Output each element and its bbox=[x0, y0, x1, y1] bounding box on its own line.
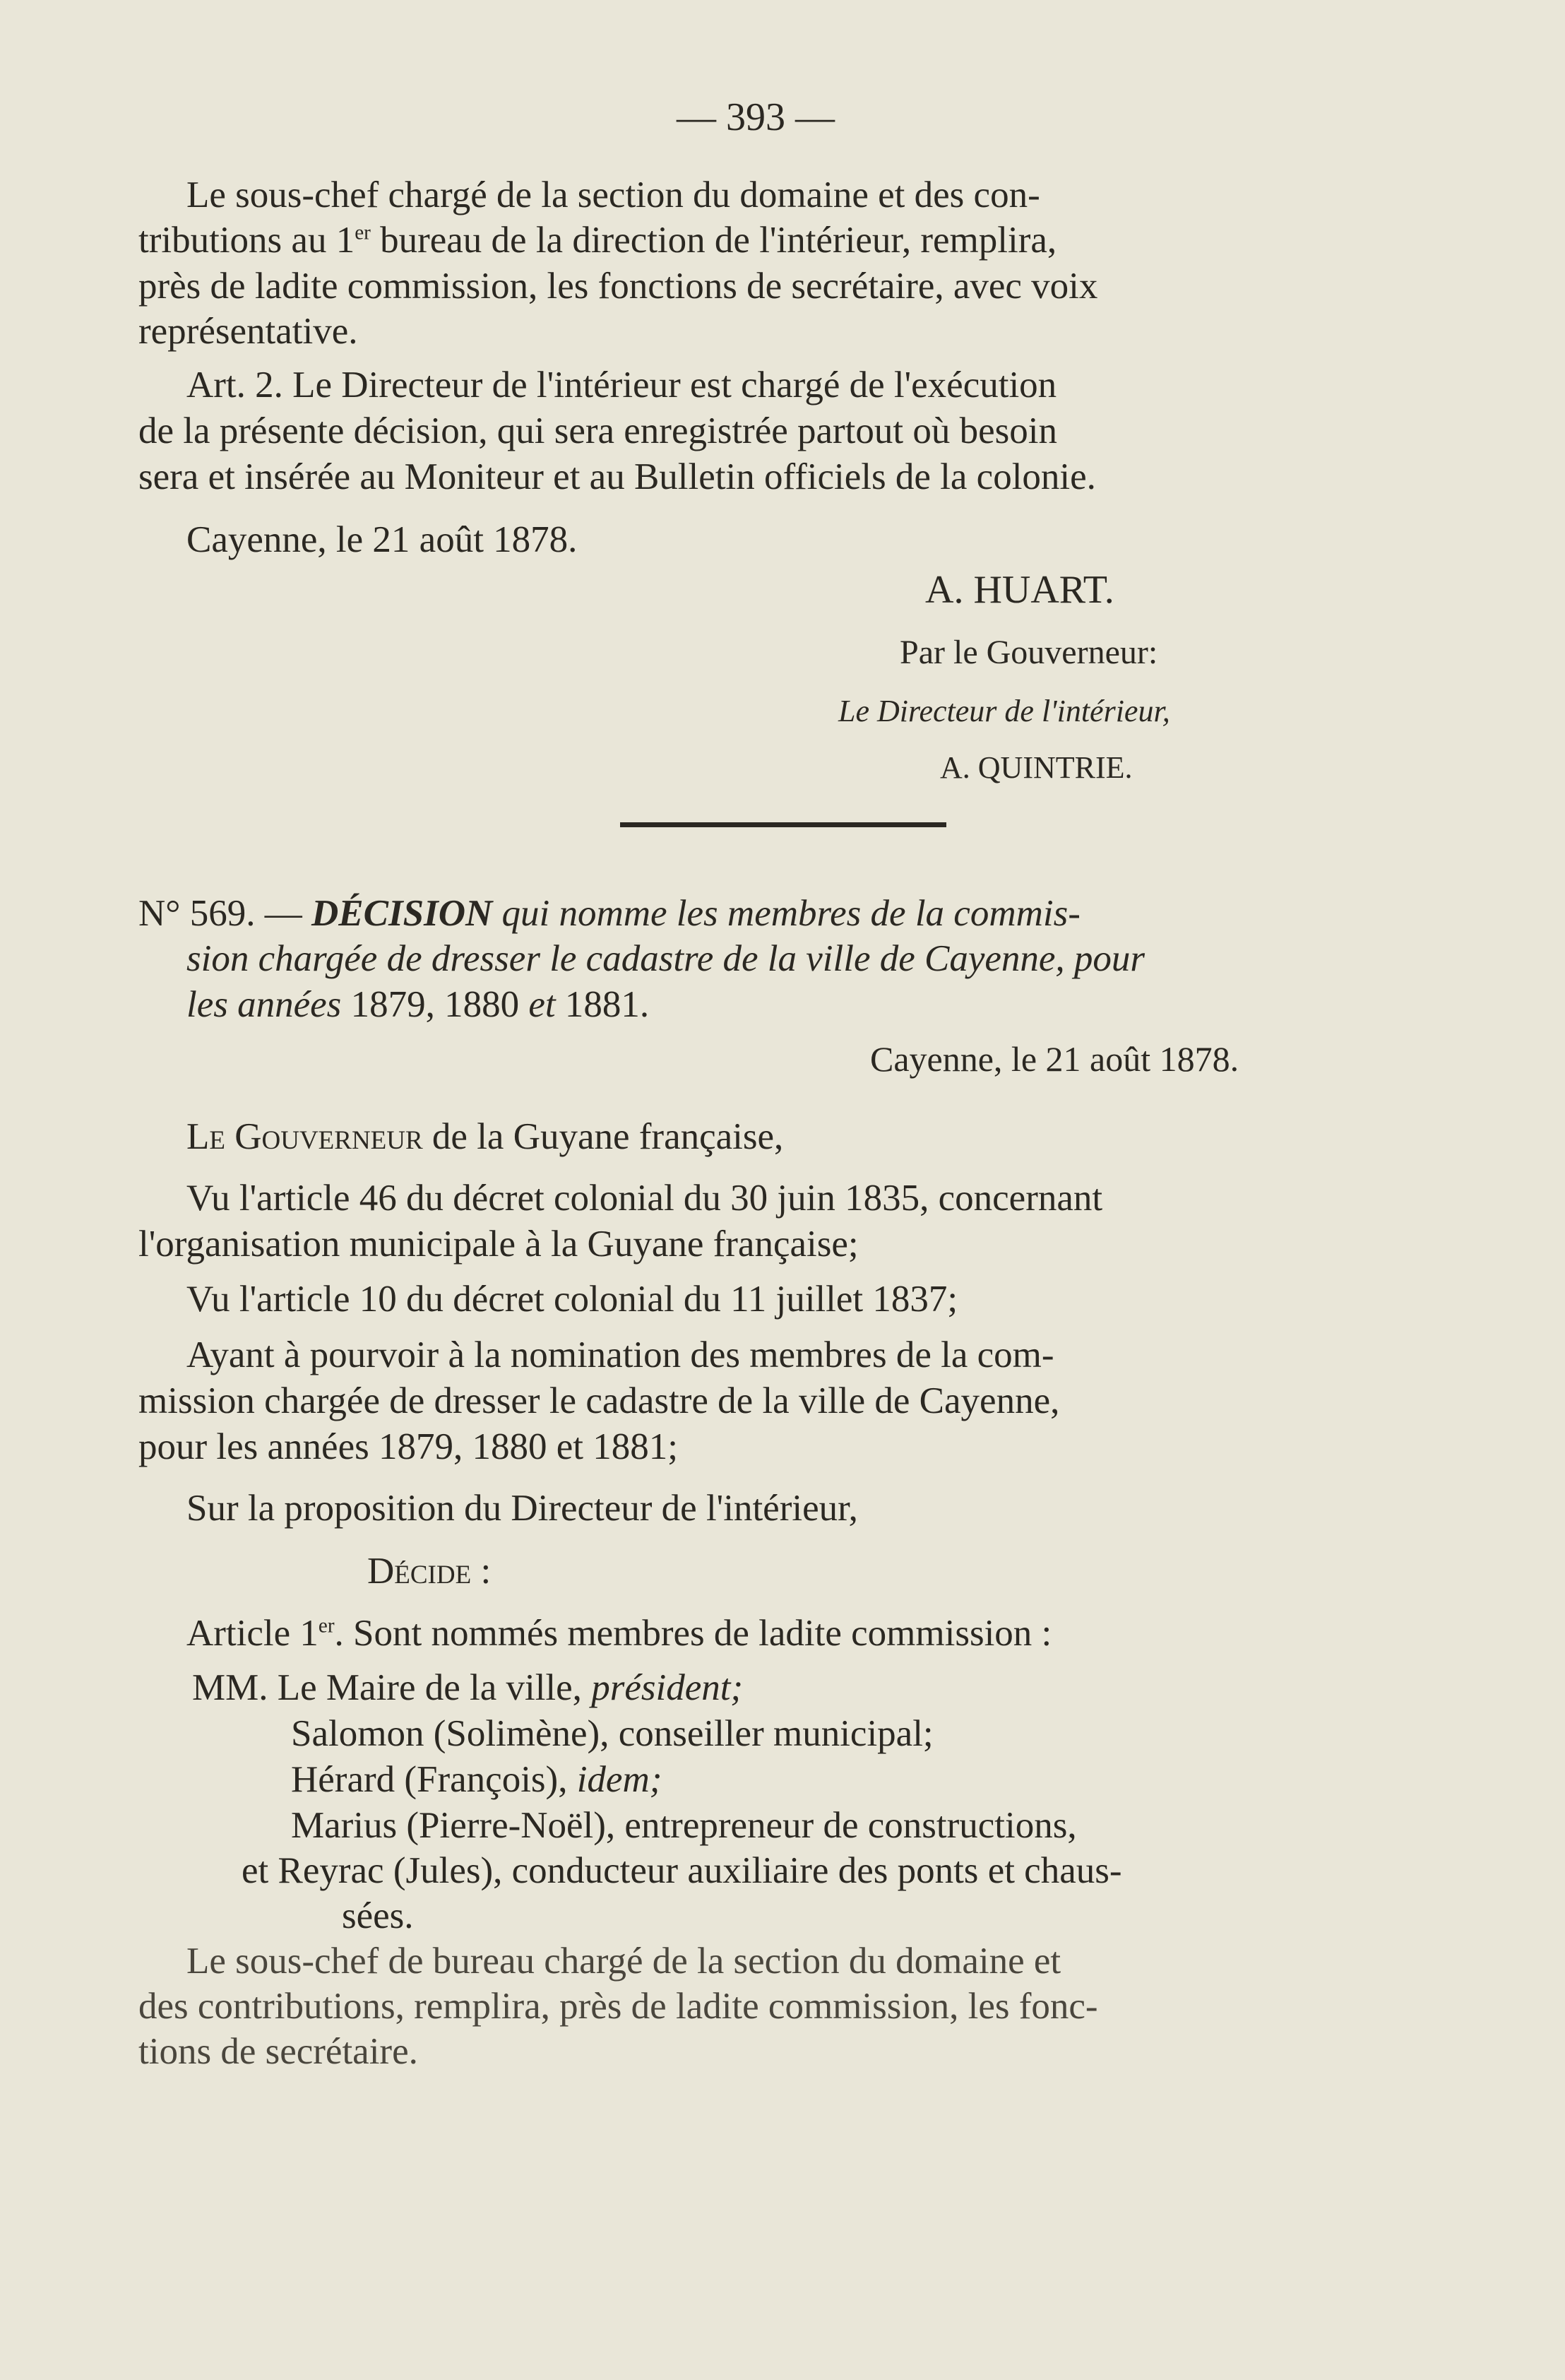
member-line: sées. bbox=[342, 1895, 414, 1936]
body-line: Le sous-chef chargé de la section du domaine et des con- bbox=[186, 174, 1040, 215]
considerant-line: l'organisation municipale à la Guyane française; bbox=[138, 1224, 859, 1265]
body-line: représentative. bbox=[138, 311, 358, 352]
body-line: Art. 2. Le Directeur de l'intérieur est chargé de l'exécution bbox=[186, 365, 1057, 405]
considerant-line: pour les années 1879, 1880 et 1881; bbox=[138, 1426, 678, 1467]
considerant-line: Vu l'article 10 du décret colonial du 11 juillet 1837; bbox=[186, 1279, 958, 1320]
decision-heading-line: sion chargée de dresser le cadastre de la ville de Cayenne, pour bbox=[186, 938, 1146, 979]
body-line: sera et insérée au Moniteur et au Bulletin officiels de la colonie. bbox=[138, 456, 1096, 497]
considerant-line: mission chargée de dresser le cadastre de la ville de Cayenne, bbox=[138, 1380, 1060, 1421]
signatory: A. HUART. bbox=[925, 568, 1114, 612]
considerant-line: Vu l'article 46 du décret colonial du 30 juin 1835, concernant bbox=[186, 1178, 1103, 1219]
body-line: de la présente décision, qui sera enregistrée partout où besoin bbox=[138, 410, 1057, 451]
member-line: et Reyrac (Jules), conducteur auxiliaire des ponts et chaus- bbox=[242, 1850, 1122, 1891]
closing-line: Le sous-chef de bureau chargé de la section du domaine et bbox=[186, 1941, 1061, 1982]
decision-word: DÉCISION bbox=[311, 893, 493, 934]
director-name: A. QUINTRIE. bbox=[940, 750, 1133, 785]
by-governor: Par le Gouverneur: bbox=[900, 634, 1158, 671]
article-line: Article 1er. Sont nommés membres de ladite commission : bbox=[186, 1613, 1052, 1654]
decision-heading-line: les années 1879, 1880 et 1881. bbox=[186, 984, 650, 1025]
closing-line: des contributions, remplira, près de ladite commission, les fonc- bbox=[138, 1986, 1098, 2027]
decide-heading: Décide : bbox=[367, 1551, 492, 1592]
member-line: Hérard (François), idem; bbox=[291, 1759, 662, 1800]
page-number: — 393 — bbox=[677, 95, 835, 139]
decision-date: Cayenne, le 21 août 1878. bbox=[870, 1039, 1239, 1079]
closing-line: tions de secrétaire. bbox=[138, 2031, 418, 2072]
considerant-line: Ayant à pourvoir à la nomination des membres de la com- bbox=[186, 1334, 1054, 1375]
section-divider bbox=[620, 822, 946, 827]
body-line: près de ladite commission, les fonctions de secrétaire, avec voix bbox=[138, 266, 1098, 307]
decision-number: N° 569. bbox=[138, 893, 256, 934]
date-line: Cayenne, le 21 août 1878. bbox=[186, 519, 578, 560]
preamble-line: Le Gouverneur de la Guyane française, bbox=[186, 1116, 784, 1157]
body-line: tributions au 1er bureau de la direction de l'intérieur, remplira, bbox=[138, 220, 1057, 261]
considerant-line: Sur la proposition du Directeur de l'intérieur, bbox=[186, 1488, 858, 1529]
member-line: Salomon (Solimène), conseiller municipal; bbox=[291, 1713, 934, 1754]
decision-heading-line: N° 569. — DÉCISION qui nomme les membres de la commis- bbox=[138, 893, 1081, 934]
member-line: MM. Le Maire de la ville, président; bbox=[192, 1667, 744, 1708]
director-title: Le Directeur de l'intérieur, bbox=[838, 694, 1170, 728]
member-line: Marius (Pierre-Noël), entrepreneur de constructions, bbox=[291, 1805, 1077, 1846]
